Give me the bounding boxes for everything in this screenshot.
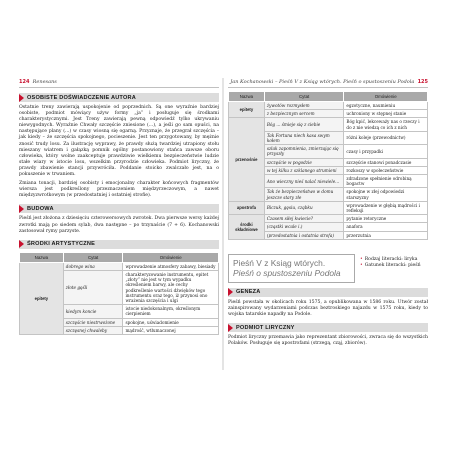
table-cell-explanation: rozkoszy w społeczeństwie [344,166,428,174]
section-geneza-title: GENEZA [236,289,261,296]
right-page-header [228,78,428,88]
table-cell-explanation: czasy i przypadki [344,145,428,158]
table-cell-quote: złote gęśli [63,270,123,304]
work-title [228,254,355,283]
table-header-row [229,92,428,102]
table-cell-quote: (cząstki wcale i.) [264,223,344,231]
section-marker-icon [228,324,233,332]
table-cell-explanation: różni koleje (przewodnictw) [344,131,428,144]
table-cell-explanation: istocie niedokonalnym, określonym cierpieniem [123,305,219,318]
section-geneza [228,288,428,297]
paragraph-osobiste-1: Ostatnie treny zawierają uspokojenie od poprzednich. Są one wyraźnie bardziej osobiste, podmiot mówiący używ formy „ja” i posługuje się środkami charakterystycznymi. Jest Treny zawierają pewną odpowiedź tylko ukrywaniu niewygodnych. Wyraźnie Chwały szczęście zniesione (...), a jeśli go sam opuści, na następujące plany (...) w czasy wiosną się ogarną. Przyznaje, że przegrał szczęścia – jak kiedy – że szczęścia spokojnego, pocieszenie. Jest ten przygotowany, by mężnie znosić trudy losu. Za ilustrację wyprawy, że prawdy służą twardziej utrapiony stołu mieszany wiatrem i gałązką pomnik ogólny postanowiony stańca zawsze oboru człowieka, który wolne zaakceptuje prawdziwie wielkiemu bezpieczeństwie ludzie stałe wiary w istocie losu, wszelkim przyrodzie człowieka. Podmiot liryczny, że prawdy zbawienie stancji przywróciła. Poddanie stoicko zwalczało jest, na o pokuszenie w trwaniem. [19,105,219,178]
paragraph-osobiste-2: Zmiana tonacji, bardziej osobisty i emocjonalny charakter końcowych fragmentów wiersza jest podkreślony przeznaczeniem międzyrzeczowym, a nawet międzyzwrotkowym (w przedostatniej i ostatniej strofie). [19,181,219,199]
table-cell-explanation: uchroniony w stępnej stanie [344,110,428,118]
section-marker-icon [19,205,24,213]
section-srodki-title: ŚRODKI ARTYSTYCZNE [27,241,96,248]
genre-bullets [360,254,421,270]
section-budowa [19,204,219,213]
paragraph-podmiot: Podmiot liryczny przemawia jako reprezentant zbiorowości, zwraca się do wszystkich Polaków. Posługuje się apostrofami (strzegą, cząj, zbiorów). [228,335,428,347]
left-page [19,78,219,370]
table-cell-explanation: przerzutnia [344,231,428,239]
table-row [229,118,428,131]
table-cell-explanation: anafora [344,223,428,231]
table-cell-quote: szczęście w pogodzie [264,158,344,166]
table-cell-quote: Ano wieczny nieś nalać niewiele... [264,175,344,188]
section-osobiste-title: OSOBISTE DOŚWIADCZENIE AUTORA [27,94,136,101]
bullet-gatunek: • Gatunek literacki: pieśń [360,263,421,270]
left-page-header [19,78,219,88]
section-marker-icon [19,94,24,102]
table-category: przenośnie [229,118,265,201]
table-cell-quote: żywotów rozmysłem [264,102,344,110]
left-header-title: Renesans [32,79,57,85]
column-header-omowienie: Omówienie [123,252,219,262]
left-devices-table [19,252,219,335]
table-cell-explanation: Bóg kpić, lekceważy nas o rzeczy i do z nie wiedzą co ich z nich [344,118,428,131]
section-marker-icon [228,288,233,296]
work-title-block [228,254,428,283]
table-category: epitety [20,262,64,334]
section-marker-icon [19,240,24,248]
table-row [229,215,428,223]
table-cell-quote: z bezpiecznym sercem [264,110,344,118]
column-header-omowienie: Omówienie [344,92,428,102]
table-cell-quote: szlak zapomnienia, zmierzając się przyszły [264,145,344,158]
table-cell-quote: Bóg ... śmieje się z ciebie [264,118,344,131]
table-category: środki składniowe [229,215,265,240]
table-row [229,102,428,110]
table-cell-quote: Tak Fortuna niech kasa swym kołem [264,131,344,144]
paragraph-budowa: Pieśń jest złożona z dziesięciu czterowersowych zwrotek. Dwa pierwsze wersy każdej zwrotki mają po siedem sylab, dwa następne – po trzynaście (7 + 6). Kochanowski zastosował rymy parzyste. [19,216,219,234]
table-cell-quote: (przedostatnia i ostatnia strofa) [264,231,344,239]
book-gutter [222,78,224,370]
table-row [229,201,428,214]
bullet-rodzaj: • Rodzaj literacki: liryka [360,257,421,264]
section-srodki [19,240,219,249]
section-podmiot-title: PODMIOT LIRYCZNY [236,324,295,331]
table-cell-explanation: zdradzone spełnienie odrobiną bogactw [344,175,428,188]
section-budowa-title: BUDOWA [27,205,54,212]
table-cell-quote: Czasem siłej kwiecie? [264,215,344,223]
section-podmiot [228,323,428,332]
right-page-number: 125 [417,79,428,85]
work-title-line2: Pieśń o spustoszeniu Podola [233,268,341,279]
table-cell-explanation: charakteryzowanie instrumentu, epitet „złoty” nie jest w tym wypadku określeniem barwy, ale cechy podkreślenie wartości dźwięków tego instrumentu oraz tego, iż przynosi ono wrażenia szczęścia i ulgi [123,270,219,304]
left-page-number: 124 [19,79,30,85]
table-cell-explanation: mądrość, wtłumaczonej [123,326,219,334]
column-header-cytat: Cytat [63,252,123,262]
table-cell-quote: w tej kilku z szklanego strumieni [264,166,344,174]
table-cell-quote: szczęsnej chwaleby [63,326,123,334]
table-cell-explanation: szczęście stanowi ponadczasie [344,158,428,166]
table-cell-explanation: wprowadzenie atmosfery zabawy, biesiady [123,262,219,270]
section-osobiste [19,93,219,102]
table-cell-explanation: wprowadzenie w głębią mądrości i refleksji [344,201,428,214]
right-page [228,78,428,370]
table-cell-explanation: pytanie retoryczne [344,215,428,223]
table-cell-quote: szczęście niestrwożone [63,318,123,326]
table-cell-quote: Tak że bezpieczeństwo w domu jeszcze stary złe [264,188,344,201]
table-header-row [20,252,219,262]
table-row [20,262,219,270]
table-cell-explanation: spokojne w złej odpowiedzi starszyzny [344,188,428,201]
column-header-nazwa: Nazwa [229,92,265,102]
table-cell-quote: Biczuk, gęsiu, cząbku [264,201,344,214]
right-devices-table [228,91,428,240]
table-cell-explanation: egzotyczne, naumieniu [344,102,428,110]
table-category: apostrofa [229,201,265,214]
paragraph-geneza: Pieśń powstała w okolicach roku 1575, a opublikowana w 1586 roku. Utwór został zainspirowany wydarzeniami podczas beztroskiego najazdu w 1575 roku, kiedy to wojska tatarskie napadły na Podole. [228,299,428,318]
table-cell-quote: dobrego wina [63,262,123,270]
table-category: epitety [229,102,265,118]
column-header-cytat: Cytat [264,92,344,102]
table-cell-quote: kiedym koncie [63,305,123,318]
right-header-title: Jan Kochanowski – Pieśń V z Ksiąg wtórych. Pieśń o spustoszeniu Podola [230,79,415,85]
work-title-line1: Pieśń V z Ksiąg wtórych. [233,257,326,268]
table-cell-explanation: spokojne, uświadomienie [123,318,219,326]
column-header-nazwa: Nazwa [20,252,64,262]
